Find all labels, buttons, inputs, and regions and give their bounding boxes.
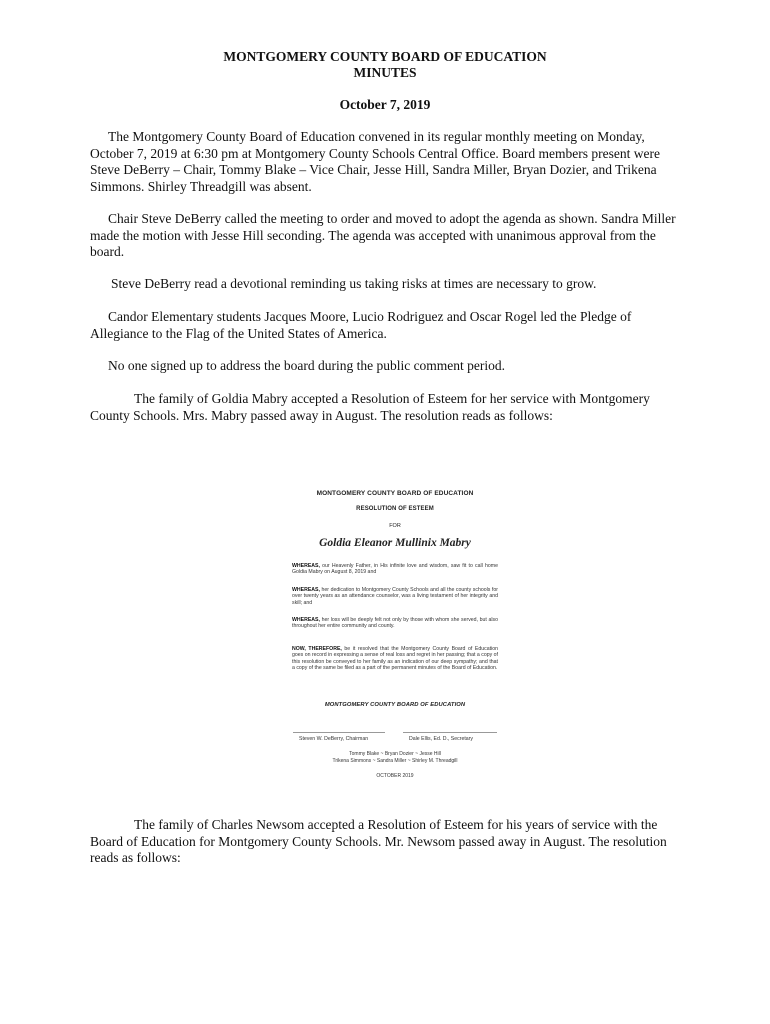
paragraph-convened: The Montgomery County Board of Education convened in its regular monthly meeting on Monday, October 7, 2019 at 6:30 pm at Montgomery County Schools Central Office. Board members present were Steve DeBerry – Chair, Tommy Blake – Vice Chair, Jesse Hill, Sandra Miller, Bryan Dozier, and Trikena Simmons. Shirley Threadgill was absent.	[90, 129, 660, 194]
resolution-clause: WHEREAS, her dedication to Montgomery County Schools and all the county schools for over twenty years as an attendance counselor, was a living testament of her integrity and skill; and	[292, 587, 498, 606]
resolution-honoree-name: Goldia Eleanor Mullinix Mabry	[319, 537, 471, 549]
resolution-image	[287, 486, 503, 786]
resolution-title: RESOLUTION OF ESTEEM	[356, 506, 434, 512]
resolution-for: FOR	[389, 523, 401, 529]
document-title: MONTGOMERY COUNTY BOARD OF EDUCATION	[223, 49, 547, 64]
resolution-clause: WHEREAS, our Heavenly Father, in His infinite love and wisdom, saw fit to call home Goldia Mabry on August 8, 2019 and	[292, 563, 498, 576]
resolution-org: MONTGOMERY COUNTY BOARD OF EDUCATION	[316, 490, 474, 497]
signer-left: Steven W. DeBerry, Chairman	[299, 736, 369, 742]
members-line-2: Trikena Simmons ~ Sandra Miller ~ Shirley M. Threadgill	[332, 758, 458, 764]
resolution-signoff: MONTGOMERY COUNTY BOARD OF EDUCATION	[324, 702, 466, 708]
paragraph-public-comment: No one signed up to address the board during the public comment period.	[108, 358, 506, 373]
resolution-clause: NOW, THEREFORE, be it resolved that the Montgomery County Board of Education goes on record in expressing a sense of real loss and regret in her passing; that a copy of this resolution be conveyed to her family as an indication of our deep sympathy; and that a copy of the same be filed as a part of the permanent minutes of the Board of Education.	[292, 646, 498, 672]
paragraph-mabry-resolution: The family of Goldia Mabry accepted a Resolution of Esteem for her service with Montgomery County Schools. Mrs. Mabry passed away in August. The resolution reads as follows:	[90, 391, 650, 423]
document-subtitle: MINUTES	[353, 65, 417, 80]
members-line-1: Tommy Blake ~ Bryan Dozier ~ Jesse Hill	[349, 751, 441, 757]
signer-right: Dale Ellis, Ed. D., Secretary	[409, 736, 474, 742]
meeting-date: October 7, 2019	[339, 97, 431, 112]
paragraph-devotional: Steve DeBerry read a devotional reminding us taking risks at times are necessary to grow.	[111, 276, 597, 291]
paragraph-pledge: Candor Elementary students Jacques Moore, Lucio Rodriguez and Oscar Rogel led the Pledge of Allegiance to the Flag of the United States of America.	[90, 309, 632, 341]
paragraph-call-to-order: Chair Steve DeBerry called the meeting to order and moved to adopt the agenda as shown. Sandra Miller made the motion with Jesse Hill seconding. The agenda was accepted with unanimous approval from the board.	[90, 211, 676, 259]
signature-line-right	[403, 732, 497, 733]
paragraph-newsom-resolution: The family of Charles Newsom accepted a Resolution of Esteem for his years of service with the Board of Education for Montgomery County Schools. Mr. Newsom passed away in August. The resolution reads as follows:	[90, 817, 667, 865]
resolution-clause: WHEREAS, her loss will be deeply felt not only by those with whom she served, but also throughout her entire community and county.	[292, 617, 498, 630]
resolution-date: OCTOBER 2019	[376, 773, 414, 779]
signature-line-left	[293, 732, 385, 733]
